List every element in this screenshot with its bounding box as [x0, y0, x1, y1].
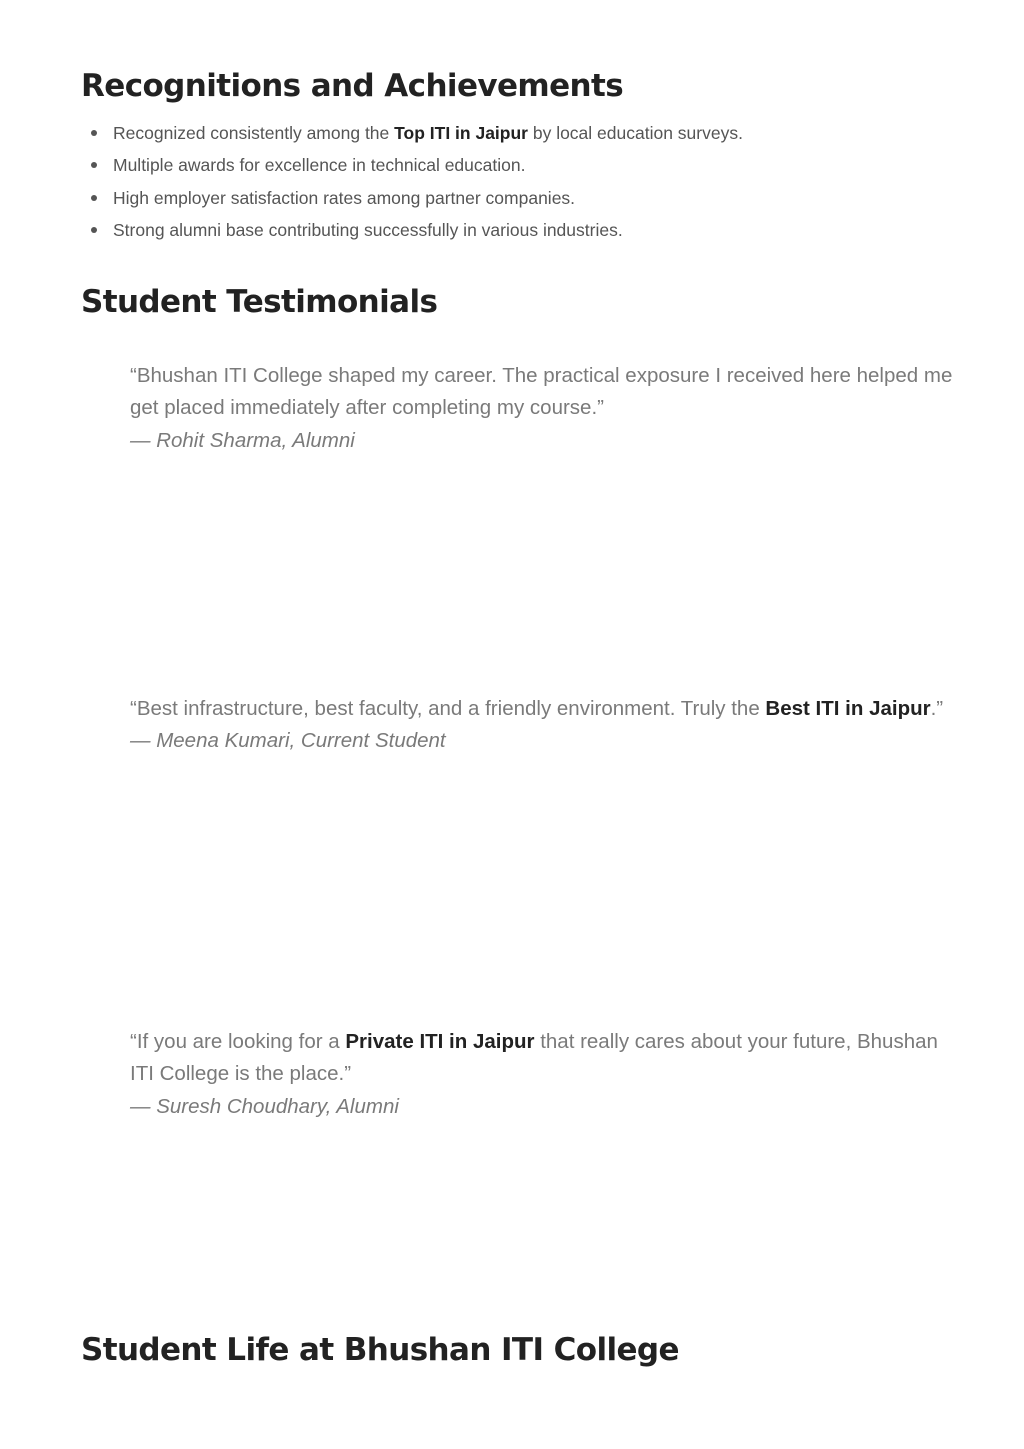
quote-text: “Bhushan ITI College shaped my career. The practical exposure I received here helped me get placed immediately after completing my course.” — [130, 364, 953, 420]
keyword-top-iti-jaipur: Top ITI in Jaipur — [394, 123, 528, 143]
student-life-heading: Student Life at Bhushan ITI College — [81, 1332, 679, 1368]
bullet-icon — [91, 162, 97, 168]
testimonials-heading: Student Testimonials — [81, 284, 438, 320]
list-item — [81, 149, 961, 181]
achievements-list — [81, 117, 961, 247]
achievement-text: Recognized consistently among the — [113, 123, 395, 143]
bullet-icon — [91, 195, 97, 201]
bullet-icon — [91, 227, 97, 233]
bullet-icon — [91, 130, 97, 136]
quote-text — [130, 1026, 960, 1091]
achievement-text: Multiple awards for excellence in technical education. — [113, 155, 526, 176]
list-item — [81, 117, 961, 149]
quote-text-part: “If you are looking for a — [130, 1030, 346, 1053]
achievement-text: Strong alumni base contributing successfully in various industries. — [113, 220, 623, 241]
quote-author: — Suresh Choudhary, Alumni — [130, 1094, 399, 1118]
achievement-text: by local education surveys. — [527, 123, 743, 143]
list-item — [81, 182, 961, 214]
quote-text-part: “Best infrastructure, best faculty, and a friendly environment. Truly the — [130, 697, 766, 720]
quote-author: — Rohit Sharma, Alumni — [130, 428, 355, 452]
keyword-best-iti-jaipur: Best ITI in Jaipur — [765, 697, 931, 720]
testimonial-quote — [130, 693, 960, 758]
achievement-text: High employer satisfaction rates among partner companies. — [113, 187, 576, 208]
keyword-private-iti-jaipur: Private ITI in Jaipur — [345, 1030, 535, 1053]
quote-text-part: .” — [930, 697, 944, 720]
quote-text-part: that really cares about your future, Bhushan ITI College is the place.” — [130, 1030, 938, 1086]
list-item — [81, 214, 961, 246]
recognitions-heading: Recognitions and Achievements — [81, 68, 624, 104]
testimonial-quote — [130, 360, 960, 457]
quote-text — [130, 693, 960, 725]
quote-author: — Meena Kumari, Current Student — [130, 729, 446, 753]
testimonial-quote — [130, 1026, 960, 1123]
